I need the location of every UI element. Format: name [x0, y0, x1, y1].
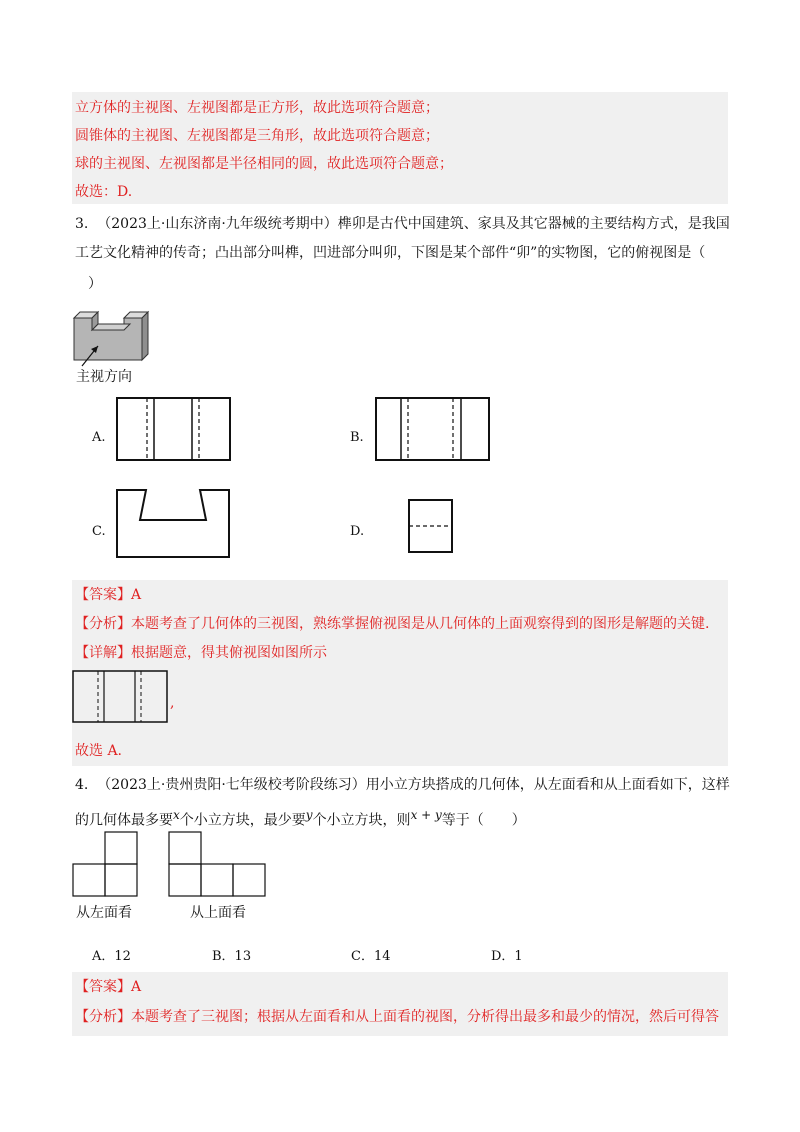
answer-value: A	[131, 587, 142, 603]
answer-line-4: 故选：D.	[75, 184, 133, 200]
view-direction-arrow	[76, 340, 106, 370]
q4-stem-part-a: 的几何体最多要	[75, 812, 173, 829]
q3-stem-text: （2023上·山东济南·九年级统考期中）榫卯是古代中国建筑、家具及其它器械的主要结构方式，是我国	[97, 216, 730, 232]
q3-option-c-label[interactable]: C.	[92, 524, 106, 539]
q3-option-b-label[interactable]: B.	[350, 430, 364, 445]
top-view-caption: 从上面看	[190, 905, 246, 921]
q3-option-a-label[interactable]: A.	[92, 430, 106, 445]
q4-answer	[75, 977, 141, 997]
answer-line-3: 球的主视图、左视图都是半径相同的圆，故此选项符合题意；	[75, 156, 453, 172]
q3-solution-comma: ,	[170, 695, 175, 711]
q3-option-a-figure[interactable]	[116, 397, 234, 461]
q3-option-d-label[interactable]: D.	[350, 524, 365, 539]
q4-stem-part-d: 等于（ ）	[441, 812, 526, 829]
detail-text: 根据题意，得其俯视图如图所示	[131, 645, 327, 661]
q4-stem-line-2	[75, 805, 526, 831]
q3-option-d-figure[interactable]	[408, 499, 454, 555]
answer-tag: 【答案】	[75, 587, 131, 603]
q3-stem-line-1	[75, 214, 730, 234]
top-view-figure	[168, 831, 270, 899]
q4-number: 4.	[75, 777, 89, 793]
analysis-text: 本题考查了三视图；根据从左面看和从上面看的视图，分析得出最多和最少的情况，然后可得答	[131, 1009, 719, 1025]
q3-number: 3.	[75, 216, 89, 232]
q4-option-d[interactable]: D．1	[491, 949, 523, 964]
left-view-caption: 从左面看	[76, 905, 132, 921]
q4-option-b[interactable]: B．13	[212, 949, 252, 964]
q4-analysis	[75, 1007, 719, 1027]
answer-value: A	[131, 979, 142, 995]
q3-stem-line-2: 工艺文化精神的传奇；凸出部分叫榫，凹进部分叫卯，下图是某个部件“卯”的实物图，它的俯视图是（	[75, 245, 706, 261]
q4-option-c[interactable]: C．14	[351, 949, 391, 964]
var-y: y	[305, 808, 313, 822]
q3-detail	[75, 643, 327, 663]
analysis-text: 本题考查了几何体的三视图，熟练掌握俯视图是从几何体的上面观察得到的图形是解题的关键.	[131, 616, 710, 632]
answer-line-1: 立方体的主视图、左视图都是正方形，故此选项符合题意；	[75, 100, 439, 116]
var-x: x	[173, 808, 180, 822]
var-x-plus-y: x + y	[410, 808, 442, 822]
analysis-tag: 【分析】	[75, 616, 131, 632]
q4-stem-part-b: 个小立方块，最少要	[179, 812, 306, 829]
q3-answer	[75, 585, 141, 605]
q3-analysis	[75, 614, 709, 634]
left-view-figure	[72, 831, 142, 899]
q4-stem-text: （2023上·贵州贵阳·七年级校考阶段练习）用小立方块搭成的几何体，从左面看和从上面看如下，这样	[97, 777, 730, 793]
answer-line-2: 圆锥体的主视图、左视图都是三角形，故此选项符合题意；	[75, 128, 439, 144]
q3-option-b-figure[interactable]	[375, 397, 493, 461]
detail-tag: 【详解】	[75, 645, 131, 661]
q4-stem-part-c: 个小立方块，则	[312, 812, 411, 829]
view-direction-caption: 主视方向	[76, 369, 132, 385]
q3-conclusion: 故选 A.	[75, 743, 123, 759]
analysis-tag: 【分析】	[75, 1009, 131, 1025]
answer-tag: 【答案】	[75, 979, 131, 995]
answer-panel-q3	[72, 580, 728, 766]
q3-solution-figure	[72, 670, 170, 724]
q4-option-a[interactable]: A．12	[92, 949, 131, 964]
q3-option-c-figure[interactable]	[116, 489, 234, 559]
q4-stem-line-1	[75, 775, 730, 795]
q3-stem-line-3: ）	[88, 276, 102, 292]
